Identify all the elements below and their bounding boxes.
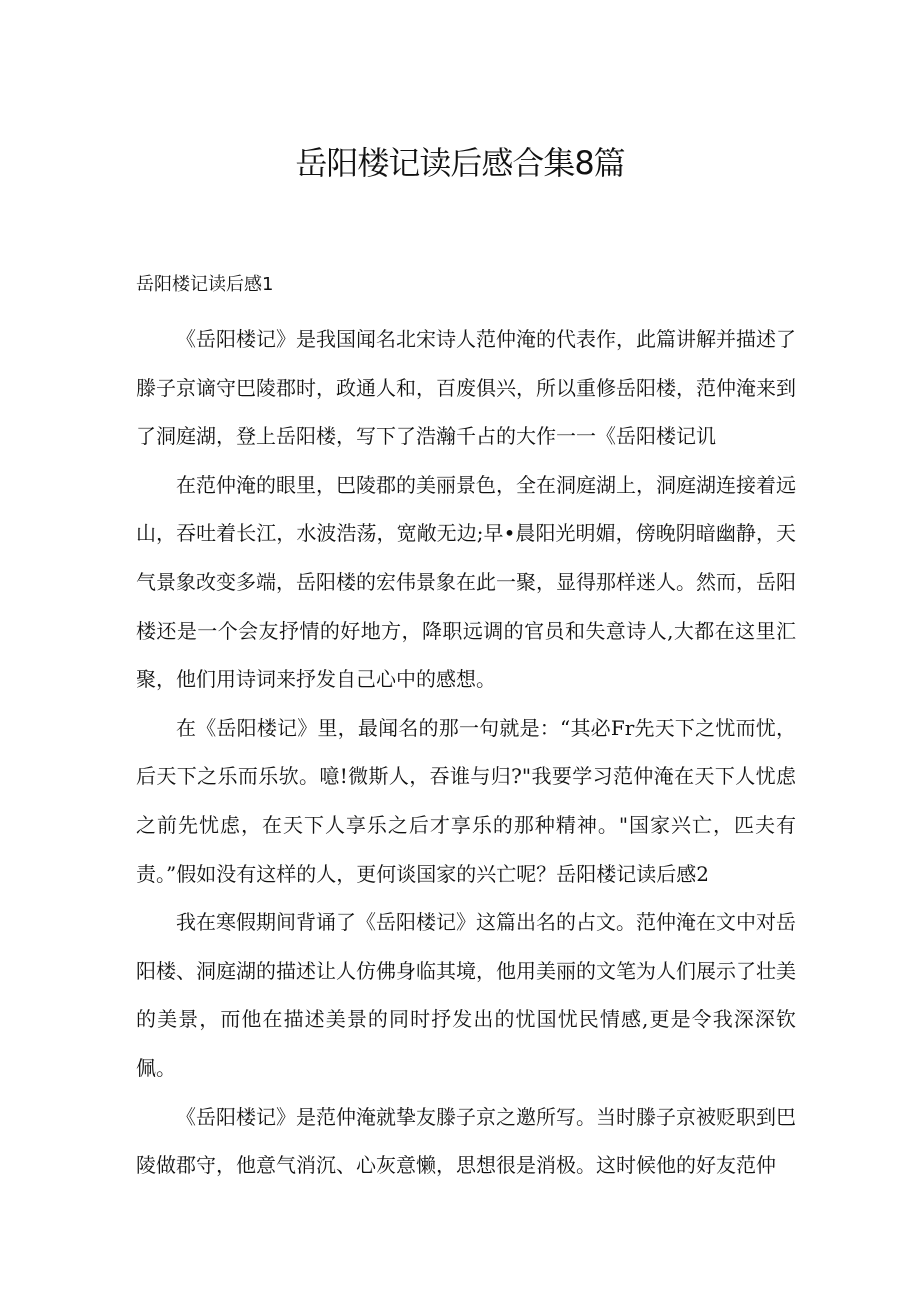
section-heading: 岳阳楼记读后感1 (136, 274, 274, 295)
document-body (136, 315, 796, 1190)
paragraph-3: 在《岳阳楼记》里，最闻名的那一句就是：“其必Fr先天下之忧而忧，后天下之乐而乐欤。噫!微斯人，吞谁与归?"我要学习范仲淹在天下人忧虑之前先忧虑，在天下人享乐之后才享乐的那种精神。"国家兴亡，匹夫有责。”假如没有这样的人，更何谈国家的兴亡呢？岳阳楼记读后感2 (136, 715, 796, 886)
paragraph-5: 《岳阳楼记》是范仲淹就挚友滕子京之邀所写。当时滕子京被贬职到巴陵做郡守，他意气消沉、心灰意懒，思想很是消极。这时候他的好友范仲 (136, 1104, 796, 1178)
paragraph-2: 在范仲淹的眼里，巴陵郡的美丽景色，全在洞庭湖上，洞庭湖连接着远山，吞吐着长江，水波浩荡，宽敞无边;早•晨阳光明媚，傍晚阴暗幽静，天气景象改变多端，岳阳楼的宏伟景象在此一聚，显得那样迷人。然而，岳阳楼还是一个会友抒情的好地方，降职远调的官员和失意诗人,大都在这里汇聚，他们用诗词来抒发自己心中的感想。 (136, 472, 796, 692)
paragraph-1: 《岳阳楼记》是我国闻名北宋诗人范仲淹的代表作，此篇讲解并描述了滕子京谪守巴陵郡时，政通人和，百废俱兴，所以重修岳阳楼，范仲淹来到了洞庭湖，登上岳阳楼，写下了浩瀚千占的大作一一《岳阳楼记讥 (136, 327, 796, 449)
document-title: 岳阳楼记读后感合集8篇 (295, 144, 625, 182)
paragraph-4: 我在寒假期间背诵了《岳阳楼记》这篇出名的占文。范仲淹在文中对岳阳楼、洞庭湖的描述让人仿佛身临其境，他用美丽的文笔为人们展示了壮美的美景，而他在描述美景的同时抒发出的忧国忧民情感,更是令我深深钦佩。 (136, 910, 796, 1080)
